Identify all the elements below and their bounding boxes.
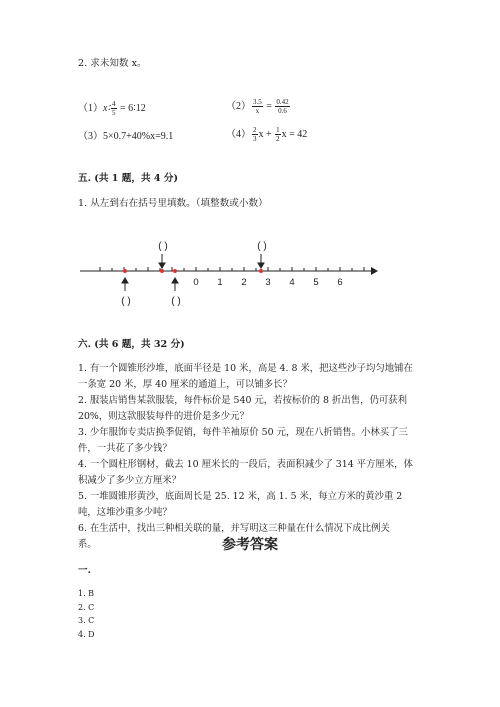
equation-1-post: = 6∶12 <box>117 103 146 114</box>
question-line: 4. 一个圆柱形钢材，截去 10 厘米长的一段后，表面积减少了 314 平方厘米，体 <box>78 459 413 470</box>
equation-1-fraction: $\frac{4}{5}$ <box>112 100 116 118</box>
section-2-heading: 2. 求未知数 x。 <box>78 58 147 69</box>
section-6-questions <box>78 361 413 553</box>
equation-1 <box>78 99 146 117</box>
equation-4-fraction-1: $\frac{2}{3}$ <box>253 126 257 144</box>
question-line: 吨，这堆沙重多少吨？ <box>78 507 172 518</box>
question-line: 20%，则这款服装每件的进价是多少元？ <box>78 411 249 422</box>
section-5-heading: 五. (共 1 题，共 4 分) <box>78 173 179 184</box>
number-line-figure <box>0 232 500 312</box>
tick-label: 4 <box>289 277 295 288</box>
question-line: 件，一共花了多少钱？ <box>78 443 172 454</box>
equation-2-label: （2） <box>226 101 251 112</box>
question-line: 2. 服装店销售某款服装，每件标价是 540 元，若按标价的 8 折出售，仍可获利 <box>78 395 407 406</box>
number-line-arrowhead-icon <box>371 267 378 275</box>
equation-2-fraction-left: $\frac{3.5}{x}$ <box>253 98 262 116</box>
question-line: 5. 一堆圆锥形黄沙，底面周长是 25. 12 米，高 1. 5 米，每立方米的黄沙重 2 <box>78 491 403 502</box>
equation-2 <box>226 97 291 115</box>
equation-3-label: （3） <box>78 131 103 142</box>
answers-title: 参考答案 <box>222 537 278 553</box>
point-marker <box>123 269 127 273</box>
point-marker <box>173 269 177 273</box>
equation-3-text: 5×0.7+40%x=9.1 <box>103 131 174 142</box>
equation-2-fraction-right: $\frac{0.42}{0.6}$ <box>276 98 289 116</box>
section-6-heading: 六. (共 6 题，共 32 分) <box>78 339 185 350</box>
point-marker <box>160 269 164 273</box>
question-line: 一条宽 20 米，厚 40 厘米的通道上，可以铺多长？ <box>78 379 292 390</box>
blank-bottom-right: ( ) <box>171 296 181 307</box>
tick-label: 1 <box>217 277 223 288</box>
question-line: 3. 少年服饰专卖店换季促销，每件羊袖原价 50 元，现在八折销售。小林买了三 <box>78 427 408 438</box>
answer-item: 2. C <box>78 602 95 612</box>
blank-top-right: ( ) <box>257 241 267 252</box>
answers-part-heading: 一. <box>78 565 91 576</box>
answer-item: 3. C <box>78 616 95 625</box>
tick-label: 5 <box>313 277 319 288</box>
answer-item: 1. B <box>78 589 95 598</box>
equation-3 <box>78 127 173 142</box>
equation-1-pre: x∶ <box>103 103 111 114</box>
question-line: 6. 在生活中，找出三种相关联的量，并写明这三种量在什么情况下成比例关 <box>78 523 390 534</box>
tick-label: 2 <box>241 277 247 288</box>
point-marker <box>259 269 263 273</box>
arrow-down-icon <box>258 254 264 268</box>
section-5-question-1: 1. 从左到右在括号里填数。（填整数或小数） <box>78 198 268 209</box>
blank-top-left: ( ) <box>158 241 168 252</box>
equation-4-mid: x + <box>258 129 275 140</box>
arrow-down-icon <box>159 254 165 268</box>
equation-2-equals: = <box>263 101 275 112</box>
equation-4-fraction-2: $\frac{1}{2}$ <box>276 126 280 144</box>
equation-4-label: （4） <box>226 129 251 140</box>
tick-label: 0 <box>193 277 199 288</box>
arrow-up-icon <box>172 278 178 291</box>
question-line: 1. 有一个圆锥形沙堆，底面半径是 10 米，高是 4. 8 米，把这些沙子均匀地铺在 <box>78 363 413 374</box>
tick-label: 3 <box>265 277 271 288</box>
equation-1-label: （1） <box>78 103 103 114</box>
equation-4 <box>226 125 307 143</box>
blank-bottom-left: ( ) <box>121 296 131 307</box>
arrow-up-icon <box>122 278 128 291</box>
question-line: 积减少了多少立方厘米？ <box>78 475 182 486</box>
question-line: 系。 <box>78 539 97 550</box>
answers-list <box>78 587 95 641</box>
number-line-ticks <box>100 267 364 271</box>
answer-item: 4. D <box>78 629 95 639</box>
tick-label: 6 <box>337 277 343 288</box>
equation-4-post: x = 42 <box>281 129 308 140</box>
